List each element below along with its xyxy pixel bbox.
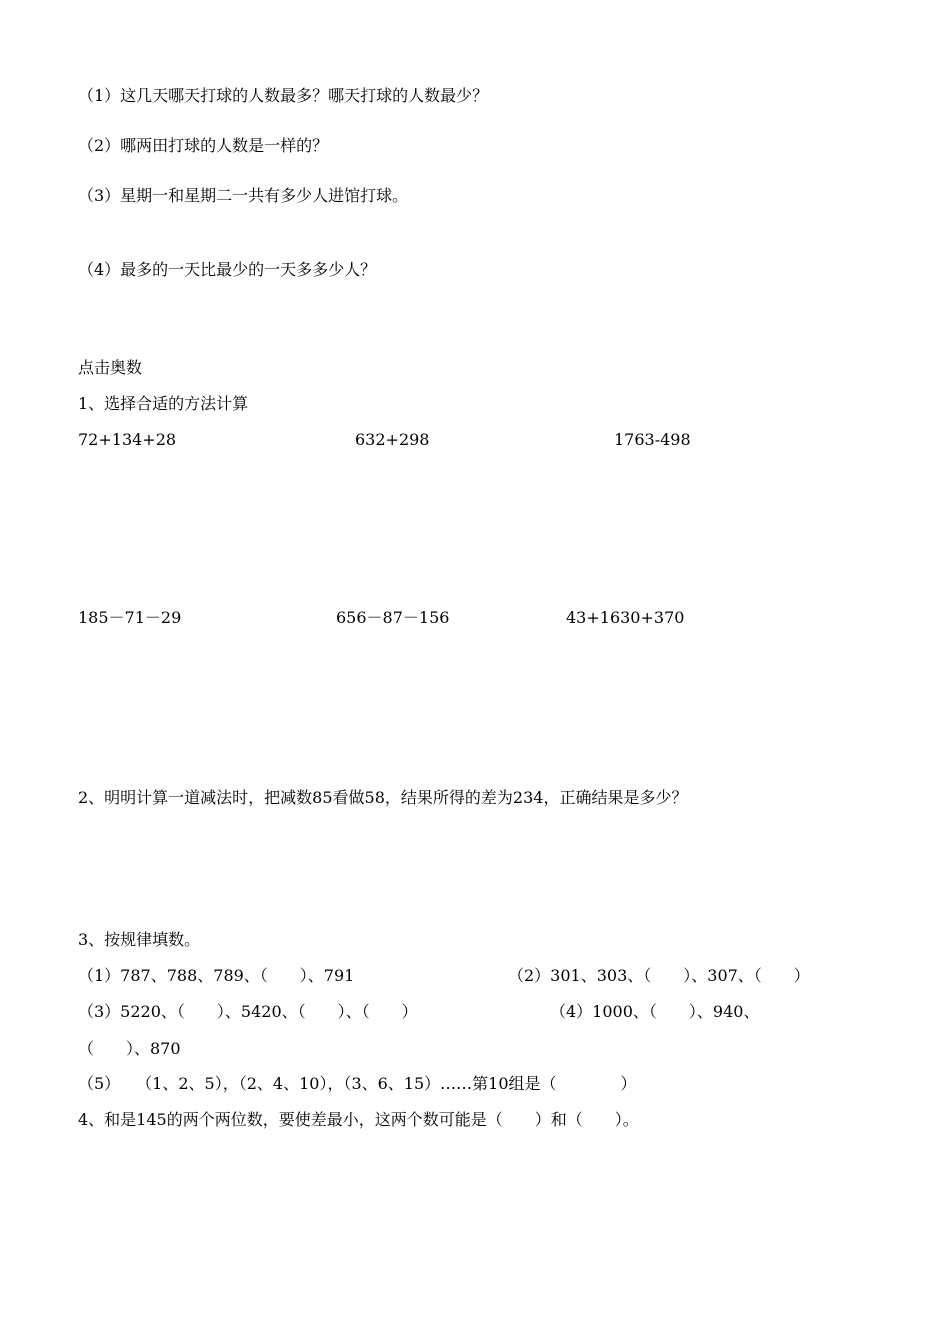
- q1-expr-2: 632+298: [355, 430, 430, 449]
- question-top-3: （3）星期一和星期二一共有多少人进馆打球。: [78, 186, 409, 205]
- section-title: 点击奥数: [78, 358, 143, 377]
- q1-expr-4: 185－71－29: [78, 608, 182, 627]
- q3-part-2: （2）301、303、（ ）、307、（ ）: [508, 966, 810, 985]
- question-top-4: （4）最多的一天比最少的一天多多少人？: [78, 260, 377, 279]
- question-top-1: （1）这几天哪天打球的人数最多？哪天打球的人数最少？: [78, 86, 489, 105]
- q4-text: 4、和是145的两个两位数，要使差最小，这两个数可能是（ ）和（ ）。: [78, 1110, 639, 1129]
- q3-part-5: （5） （1、2、5），（2、4、10），（3、6、15）……第10组是（ ）: [78, 1074, 637, 1093]
- q3-title: 3、按规律填数。: [78, 930, 201, 949]
- q1-expr-3: 1763-498: [614, 430, 691, 449]
- q1-title: 1、选择合适的方法计算: [78, 394, 249, 413]
- q2-text: 2、明明计算一道减法时，把减数85看做58，结果所得的差为234，正确结果是多少？: [78, 788, 688, 807]
- q1-expr-1: 72+134+28: [78, 430, 177, 449]
- q3-part-3: （3）5220、（ ）、5420、（ ）、（ ）: [78, 1002, 418, 1021]
- q3-part-4: （4）1000、（ ）、940、: [550, 1002, 760, 1021]
- question-top-2: （2）哪两田打球的人数是一样的？: [78, 136, 329, 155]
- q1-expr-5: 656－87－156: [336, 608, 450, 627]
- q3-part-1: （1）787、788、789、（ ）、791: [78, 966, 355, 985]
- q1-expr-6: 43+1630+370: [566, 608, 685, 627]
- q3-part-4-continued: （ ）、870: [78, 1039, 181, 1058]
